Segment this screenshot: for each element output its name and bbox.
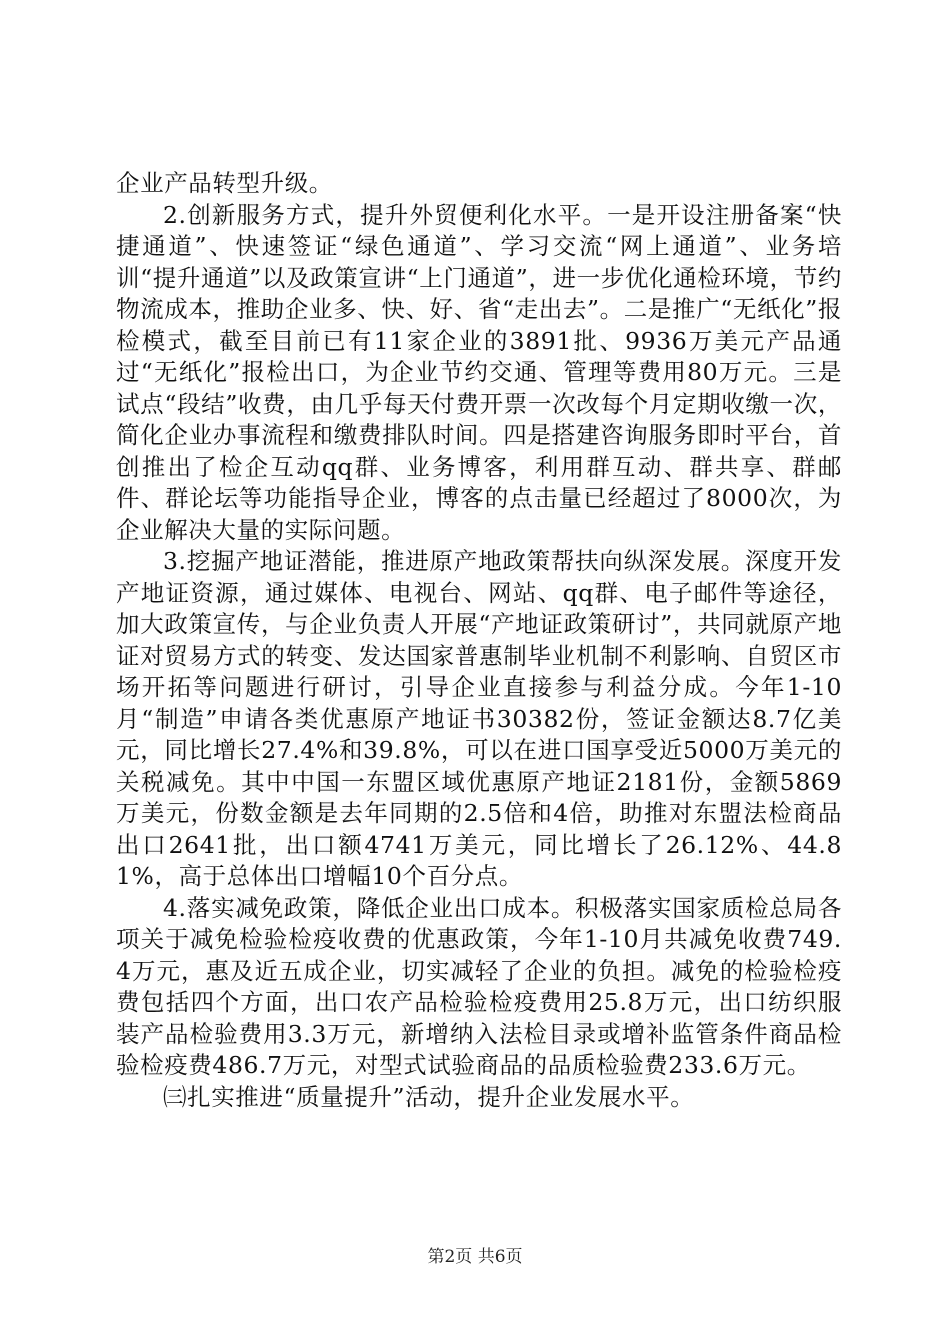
paragraph-quality-heading: ㈢扎实推进“质量提升”活动，提升企业发展水平。 [163,1082,695,1111]
paragraph-origin-certificate: 3.挖掘产地证潜能，推进原产地政策帮扶向纵深发展。深度开发产地证资源，通过媒体、电视台、网站、qq群、电子邮件等途径，加大政策宣传，与企业负责人开展“产地证政策研讨”，共同就原产地证对贸易方式的转变、发达国家普惠制毕业机制不利影响、自贸区市场开拓等问题进行研讨，引导企业直接参与利益分成。今年1-10月“制造”申请各类优惠原产地证书30382份，签证金额达8.7亿美元，同比增长27.4%和39.8%，可以在进口国享受近5000万美元的关税减免。其中中国一东盟区域优惠原产地证2181份，金额5869万美元，份数金额是去年同期的2.5倍和4倍，助推对东盟法检商品出口2641批，出口额4741万美元，同比增长了26.12%、44.81%，高于总体出口增幅10个百分点。 [116,547,842,890]
paragraph-continuation: 企业产品转型升级。 [116,169,333,197]
page-number-footer: 第2页 共6页 [427,1247,523,1267]
document-body [116,168,842,1113]
paragraph-fee-reduction: 4.落实减免政策，降低企业出口成本。积极落实国家质检总局各项关于减免检验检疫收费的优惠政策，今年1-10月共减免收费749.4万元，惠及近五成企业，切实减轻了企业的负担。减免的检验检疫费包括四个方面，出口农产品检验检疫费用25.8万元，出口纺织服装产品检验费用3.3万元，新增纳入法检目录或增补监管条件商品检验检疫费486.7万元，对型式试验商品的品质检验费233.6万元。 [116,893,842,1079]
paragraph-service-innovation: 2.创新服务方式，提升外贸便利化水平。一是开设注册备案“快捷通道”、快速签证“绿色通道”、学习交流“网上通道”、业务培训“提升通道”以及政策宣讲“上门通道”，进一步优化通检环境，节约物流成本，推助企业多、快、好、省“走出去”。二是推广“无纸化”报检模式，截至目前已有11家企业的3891批、9936万美元产品通过“无纸化”报检出口，为企业节约交通、管理等费用80万元。三是试点“段结”收费，由几乎每天付费开票一次改每个月定期收缴一次，简化企业办事流程和缴费排队时间。四是搭建咨询服务即时平台，首创推出了检企互动qq群、业务博客，利用群互动、群共享、群邮件、群论坛等功能指导企业，博客的点击量已经超过了8000次，为企业解决大量的实际问题。 [116,200,842,544]
